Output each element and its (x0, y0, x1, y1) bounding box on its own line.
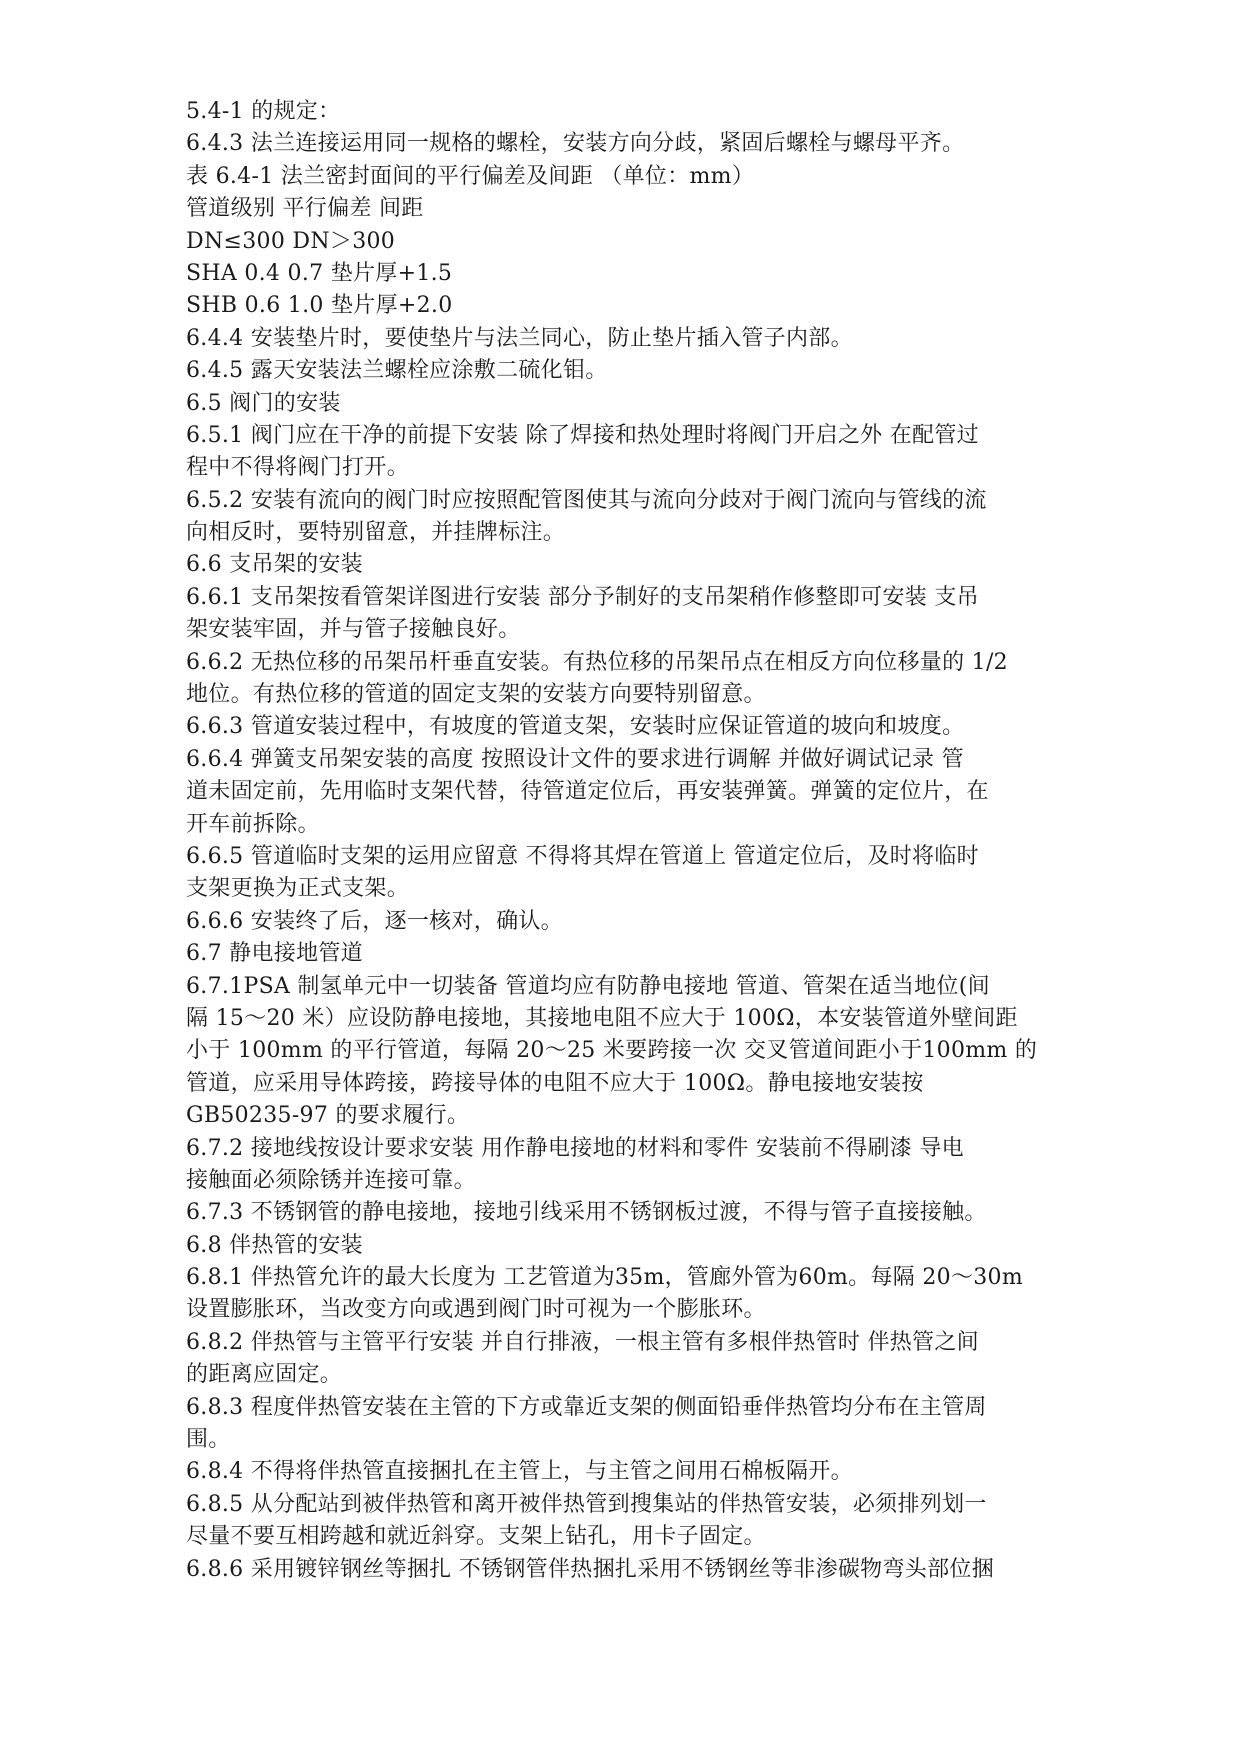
text-line: 设置膨胀环，当改变方向或遇到阀门时可视为一个膨胀环。 (186, 1297, 766, 1323)
text-line: 6.7.3 不锈钢管的静电接地，接地引线采用不锈钢板过渡，不得与管子直接接触。 (186, 1200, 987, 1226)
text-line: 6.4.5 露天安装法兰螺栓应涂敷二硫化钼。 (186, 358, 608, 384)
text-line: 支架更换为正式支架。 (186, 876, 410, 902)
text-line: 开车前拆除。 (186, 811, 320, 837)
text-line: 6.6 支吊架的安装 (186, 552, 363, 578)
text-line: 6.8.4 不得将伴热管直接捆扎在主管上，与主管之间用石棉板隔开。 (186, 1459, 853, 1485)
text-line: 小于 100mm 的平行管道，每隔 20～25 米要跨接一次 交叉管道间距小于100mm 的 (186, 1038, 1038, 1064)
text-line: SHB 0.6 1.0 垫片厚+2.0 (186, 293, 453, 319)
text-line: 6.6.5 管道临时支架的运用应留意 不得将其焊在管道上 管道定位后，及时将临时 (186, 843, 979, 869)
text-line: 接触面必须除锈并连接可靠。 (186, 1167, 476, 1193)
text-line: 架安装牢固，并与管子接触良好。 (186, 617, 521, 643)
text-line: 6.5.1 阀门应在干净的前提下安装 除了焊接和热处理时将阀门开启之外 在配管过 (186, 422, 979, 448)
text-line: 6.4.3 法兰连接运用同一规格的螺栓，安装方向分歧，紧固后螺栓与螺母平齐。 (186, 131, 965, 157)
text-line: 管道，应采用导体跨接，跨接导体的电阻不应大于 100Ω。静电接地安装按 (186, 1070, 924, 1096)
text-line: 6.8.2 伴热管与主管平行安装 并自行排液，一根主管有多根伴热管时 伴热管之间 (186, 1329, 979, 1355)
text-line: 6.4.4 安装垫片时，要使垫片与法兰同心，防止垫片插入管子内部。 (186, 325, 853, 351)
text-line: 尽量不要互相跨越和就近斜穿。支架上钻孔，用卡子固定。 (186, 1524, 766, 1550)
text-line: 6.8.5 从分配站到被伴热管和离开被伴热管到搜集站的伴热管安装，必须排列划一 (186, 1491, 987, 1517)
text-line: 隔 15～20 米）应设防静电接地，其接地电阻不应大于 100Ω，本安装管道外壁间距 (186, 1005, 1018, 1031)
text-line: 6.6.1 支吊架按看管架详图进行安装 部分予制好的支吊架稍作修整即可安装 支吊 (186, 584, 979, 610)
text-line: 6.6.3 管道安装过程中，有坡度的管道支架，安装时应保证管道的坡向和坡度。 (186, 714, 965, 740)
text-line: 表 6.4-1 法兰密封面间的平行偏差及间距 （单位：mm） (186, 163, 755, 189)
text-line: 5.4-1 的规定： (186, 99, 341, 124)
text-line: 地位。有热位移的管道的固定支架的安装方向要特别留意。 (186, 682, 766, 708)
text-line: DN≤300 DN＞300 (186, 228, 396, 254)
text-line: GB50235-97 的要求履行。 (186, 1103, 470, 1129)
text-line: 6.6.6 安装终了后，逐一核对，确认。 (186, 908, 563, 934)
text-line: 6.8.1 伴热管允许的最大长度为 工艺管道为35m，管廊外管为60m。每隔 20～30m (186, 1265, 1024, 1291)
text-line: 程中不得将阀门打开。 (186, 455, 410, 481)
text-line: 6.5 阀门的安装 (186, 390, 341, 416)
text-line: 6.7.2 接地线按设计要求安装 用作静电接地的材料和零件 安装前不得刷漆 导电 (186, 1135, 964, 1161)
text-line: 6.8 伴热管的安装 (186, 1232, 363, 1258)
text-line: 6.7 静电接地管道 (186, 941, 363, 967)
text-line: 6.6.2 无热位移的吊架吊杆垂直安装。有热位移的吊架吊点在相反方向位移量的 1/2 (186, 649, 1008, 675)
text-line: 的距离应固定。 (186, 1362, 343, 1388)
text-line: SHA 0.4 0.7 垫片厚+1.5 (186, 260, 453, 286)
text-line: 6.6.4 弹簧支吊架安装的高度 按照设计文件的要求进行调解 并做好调试记录 管 (186, 746, 964, 772)
text-line: 6.5.2 安装有流向的阀门时应按照配管图使其与流向分歧对于阀门流向与管线的流 (186, 487, 987, 513)
text-line: 6.8.3 程度伴热管安装在主管的下方或靠近支架的侧面铅垂伴热管均分布在主管周 (186, 1394, 987, 1420)
document-body (186, 96, 1066, 1586)
text-line: 6.7.1PSA 制氢单元中一切装备 管道均应有防静电接地 管道、管架在适当地位(间 (186, 973, 990, 999)
text-line: 道未固定前，先用临时支架代替，待管道定位后，再安装弹簧。弹簧的定位片，在 (186, 779, 989, 805)
text-line: 向相反时，要特别留意，并挂牌标注。 (186, 520, 566, 546)
text-line: 6.8.6 采用镀锌钢丝等捆扎 不锈钢管伴热捆扎采用不锈钢丝等非渗碳物弯头部位捆 (186, 1556, 994, 1582)
text-line: 管道级别 平行偏差 间距 (186, 196, 424, 222)
text-line: 围。 (186, 1427, 231, 1453)
